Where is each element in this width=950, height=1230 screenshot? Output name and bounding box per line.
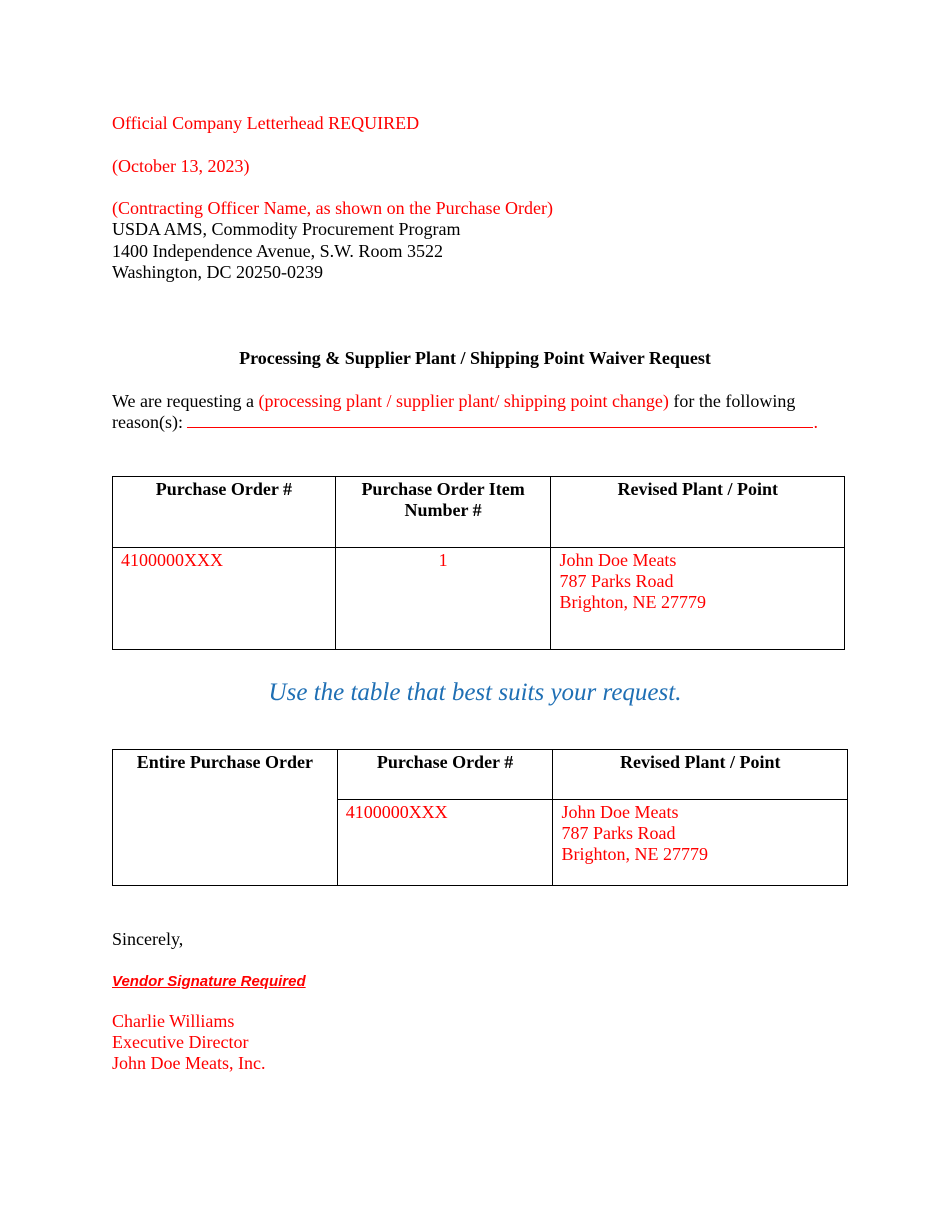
reason-blank-line[interactable]: [187, 412, 813, 428]
plant-street: 787 Parks Road: [559, 571, 674, 591]
entire-order-table: [112, 749, 848, 886]
request-suffix: for the following: [673, 391, 796, 411]
instruction-note: Use the table that best suits your request.: [268, 679, 682, 706]
header-purchase-order: Purchase Order #: [337, 750, 553, 800]
address-line-3: Washington, DC 20250-0239: [112, 262, 324, 282]
header-item-number: Purchase Order Item Number #: [335, 477, 551, 548]
reason-line: [112, 412, 818, 433]
signer-company: John Doe Meats, Inc.: [112, 1053, 266, 1073]
plant-city: Brighton, NE 27779: [559, 592, 706, 612]
po-number-cell: 4100000XXX: [337, 800, 553, 886]
table-header-row: [113, 477, 845, 548]
request-prefix: We are requesting a: [112, 391, 254, 411]
signer-title: Executive Director: [112, 1032, 249, 1052]
header-revised-plant: Revised Plant / Point: [553, 750, 848, 800]
header-entire-purchase-order: Entire Purchase Order: [113, 750, 338, 886]
plant-name: John Doe Meats: [559, 550, 677, 570]
table-row: [113, 548, 845, 650]
address-line-1: USDA AMS, Commodity Procurement Program: [112, 219, 461, 239]
letter-date: (October 13, 2023): [112, 156, 250, 176]
change-type-placeholder: (processing plant / supplier plant/ shipping point change): [258, 391, 669, 411]
plant-street: 787 Parks Road: [561, 823, 676, 843]
closing-salutation: Sincerely,: [112, 929, 184, 949]
signer-name: Charlie Williams: [112, 1011, 235, 1031]
vendor-signature-note: Vendor Signature Required: [112, 973, 306, 990]
header-purchase-order: Purchase Order #: [113, 477, 336, 548]
table-header-row: [113, 750, 848, 800]
reason-end: .: [813, 412, 818, 432]
request-sentence: [112, 391, 795, 412]
item-number-cell: 1: [335, 548, 551, 650]
plant-name: John Doe Meats: [561, 802, 679, 822]
document-title: Processing & Supplier Plant / Shipping Point Waiver Request: [239, 348, 711, 368]
revised-plant-cell: [551, 548, 845, 650]
plant-city: Brighton, NE 27779: [561, 844, 708, 864]
letterhead-note: Official Company Letterhead REQUIRED: [112, 113, 420, 133]
revised-plant-cell: [553, 800, 848, 886]
header-revised-plant: Revised Plant / Point: [551, 477, 845, 548]
po-number-cell: 4100000XXX: [113, 548, 336, 650]
reason-label: reason(s):: [112, 412, 183, 432]
address-line-2: 1400 Independence Avenue, S.W. Room 3522: [112, 241, 443, 261]
item-level-table: [112, 476, 845, 650]
officer-name-placeholder: (Contracting Officer Name, as shown on the Purchase Order): [112, 198, 554, 218]
